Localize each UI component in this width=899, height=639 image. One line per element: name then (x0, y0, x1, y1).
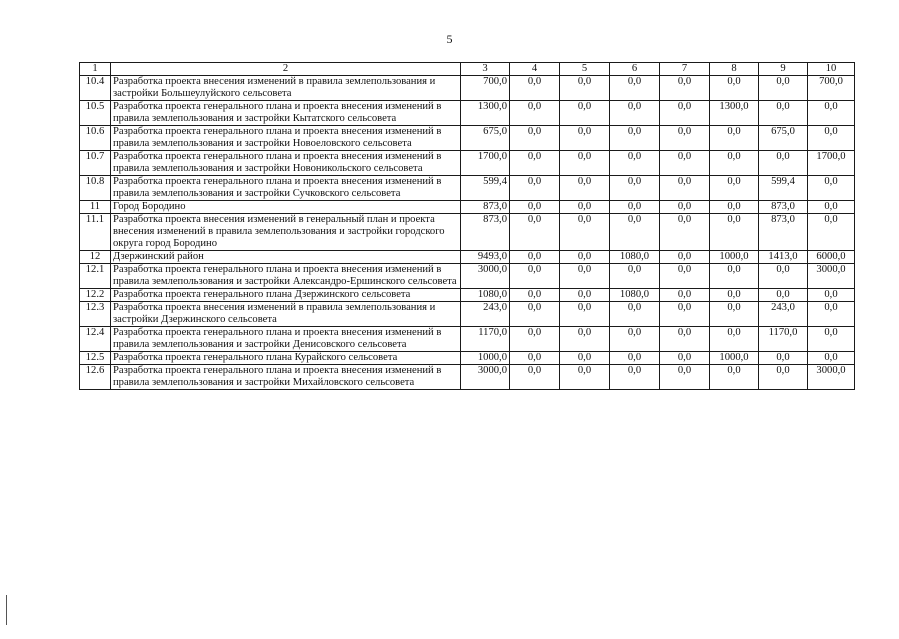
table-row (80, 264, 855, 289)
row-value: 0,0 (510, 365, 560, 390)
row-value: 1080,0 (610, 289, 660, 302)
row-value: 0,0 (710, 327, 759, 352)
row-description: Разработка проекта генерального плана Курайского сельсовета (111, 352, 461, 365)
table-row (80, 352, 855, 365)
row-value: 0,0 (560, 101, 610, 126)
row-value: 0,0 (560, 214, 610, 251)
row-value: 1000,0 (710, 352, 759, 365)
row-value: 0,0 (710, 151, 759, 176)
row-number: 12.6 (80, 365, 111, 390)
row-value: 0,0 (660, 251, 710, 264)
row-value: 1300,0 (710, 101, 759, 126)
row-value: 0,0 (808, 327, 855, 352)
column-header: 7 (660, 63, 710, 76)
row-value: 0,0 (560, 201, 610, 214)
row-value: 0,0 (510, 76, 560, 101)
row-value: 0,0 (808, 101, 855, 126)
row-number: 12.1 (80, 264, 111, 289)
budget-table (79, 62, 855, 390)
table-row (80, 151, 855, 176)
row-total: 3000,0 (461, 264, 510, 289)
row-value: 0,0 (610, 327, 660, 352)
row-value: 0,0 (660, 176, 710, 201)
row-total: 873,0 (461, 201, 510, 214)
column-header: 6 (610, 63, 660, 76)
row-total: 1170,0 (461, 327, 510, 352)
row-value: 0,0 (610, 76, 660, 101)
row-description: Разработка проекта внесения изменений в правила землепользования и застройки Дзержинского сельсовета (111, 302, 461, 327)
row-value: 0,0 (759, 352, 808, 365)
row-value: 0,0 (610, 214, 660, 251)
row-value: 0,0 (610, 365, 660, 390)
column-header: 4 (510, 63, 560, 76)
row-number: 10.5 (80, 101, 111, 126)
row-value: 0,0 (808, 176, 855, 201)
row-value: 0,0 (710, 289, 759, 302)
row-value: 0,0 (660, 302, 710, 327)
row-value: 0,0 (759, 264, 808, 289)
row-value: 243,0 (759, 302, 808, 327)
table-row (80, 76, 855, 101)
row-value: 0,0 (560, 76, 610, 101)
table-row (80, 289, 855, 302)
table-row (80, 176, 855, 201)
table-row (80, 327, 855, 352)
row-value: 0,0 (759, 101, 808, 126)
row-value: 873,0 (759, 214, 808, 251)
row-value: 0,0 (560, 365, 610, 390)
scan-artifact (6, 595, 7, 625)
row-value: 0,0 (808, 352, 855, 365)
row-value: 0,0 (660, 289, 710, 302)
row-value: 1170,0 (759, 327, 808, 352)
row-value: 0,0 (510, 126, 560, 151)
row-value: 0,0 (510, 151, 560, 176)
row-value: 0,0 (560, 151, 610, 176)
row-number: 10.6 (80, 126, 111, 151)
table-body (80, 63, 855, 390)
row-value: 0,0 (510, 101, 560, 126)
row-value: 0,0 (510, 214, 560, 251)
table-row (80, 302, 855, 327)
row-value: 700,0 (808, 76, 855, 101)
table-row (80, 126, 855, 151)
column-header: 8 (710, 63, 759, 76)
column-header: 9 (759, 63, 808, 76)
row-total: 1000,0 (461, 352, 510, 365)
row-total: 1080,0 (461, 289, 510, 302)
column-header: 1 (80, 63, 111, 76)
column-header: 5 (560, 63, 610, 76)
row-value: 0,0 (759, 76, 808, 101)
table-row (80, 251, 855, 264)
row-value: 0,0 (759, 151, 808, 176)
row-value: 0,0 (560, 302, 610, 327)
row-value: 0,0 (610, 201, 660, 214)
row-value: 1413,0 (759, 251, 808, 264)
row-value: 0,0 (610, 176, 660, 201)
row-value: 0,0 (710, 214, 759, 251)
row-total: 9493,0 (461, 251, 510, 264)
row-value: 0,0 (660, 327, 710, 352)
row-value: 0,0 (560, 327, 610, 352)
row-value: 3000,0 (808, 365, 855, 390)
row-number: 10.7 (80, 151, 111, 176)
row-value: 0,0 (560, 264, 610, 289)
row-value: 0,0 (510, 302, 560, 327)
row-value: 0,0 (610, 264, 660, 289)
row-value: 1080,0 (610, 251, 660, 264)
row-value: 0,0 (660, 101, 710, 126)
row-value: 0,0 (610, 151, 660, 176)
row-number: 11.1 (80, 214, 111, 251)
row-value: 0,0 (610, 101, 660, 126)
row-value: 0,0 (660, 214, 710, 251)
row-value: 0,0 (660, 126, 710, 151)
row-value: 0,0 (510, 327, 560, 352)
row-description: Разработка проекта генерального плана Дзержинского сельсовета (111, 289, 461, 302)
row-value: 0,0 (710, 264, 759, 289)
row-value: 0,0 (660, 151, 710, 176)
row-value: 0,0 (560, 126, 610, 151)
row-total: 599,4 (461, 176, 510, 201)
row-value: 0,0 (660, 365, 710, 390)
row-value: 0,0 (808, 201, 855, 214)
row-value: 1700,0 (808, 151, 855, 176)
row-total: 700,0 (461, 76, 510, 101)
row-value: 0,0 (710, 201, 759, 214)
row-total: 873,0 (461, 214, 510, 251)
row-value: 0,0 (510, 289, 560, 302)
row-total: 675,0 (461, 126, 510, 151)
row-value: 0,0 (510, 264, 560, 289)
table-row (80, 214, 855, 251)
row-value: 0,0 (808, 126, 855, 151)
row-description: Разработка проекта генерального плана и проекта внесения изменений в правила землепользования и застройки Новоеловского сельсовета (111, 126, 461, 151)
row-description: Разработка проекта внесения изменений в правила землепользования и застройки Большеулуйского сельсовета (111, 76, 461, 101)
row-number: 12 (80, 251, 111, 264)
row-number: 12.3 (80, 302, 111, 327)
row-value: 0,0 (710, 76, 759, 101)
row-value: 0,0 (510, 251, 560, 264)
row-value: 6000,0 (808, 251, 855, 264)
row-value: 0,0 (610, 302, 660, 327)
row-value: 0,0 (808, 289, 855, 302)
row-value: 1000,0 (710, 251, 759, 264)
row-number: 12.5 (80, 352, 111, 365)
row-value: 0,0 (710, 176, 759, 201)
row-value: 0,0 (610, 352, 660, 365)
row-value: 0,0 (710, 126, 759, 151)
row-value: 675,0 (759, 126, 808, 151)
row-value: 3000,0 (808, 264, 855, 289)
row-value: 0,0 (560, 289, 610, 302)
row-value: 0,0 (759, 289, 808, 302)
table-row (80, 365, 855, 390)
row-value: 0,0 (560, 352, 610, 365)
row-description: Разработка проекта генерального плана и проекта внесения изменений в правила землепользования и застройки Денисовского сельсовета (111, 327, 461, 352)
row-number: 12.4 (80, 327, 111, 352)
column-header: 3 (461, 63, 510, 76)
table-row (80, 101, 855, 126)
row-value: 0,0 (610, 126, 660, 151)
row-total: 3000,0 (461, 365, 510, 390)
row-total: 1300,0 (461, 101, 510, 126)
row-value: 0,0 (710, 302, 759, 327)
page-number: 5 (446, 32, 453, 46)
row-value: 0,0 (759, 365, 808, 390)
row-description: Разработка проекта генерального плана и проекта внесения изменений в правила землепользования и застройки Александро-Ершинского сельсовета (111, 264, 461, 289)
row-value: 0,0 (660, 264, 710, 289)
row-value: 0,0 (510, 176, 560, 201)
row-number: 10.8 (80, 176, 111, 201)
row-value: 599,4 (759, 176, 808, 201)
row-description: Разработка проекта генерального плана и проекта внесения изменений в правила землепользования и застройки Кытатского сельсовета (111, 101, 461, 126)
row-value: 0,0 (510, 201, 560, 214)
row-value: 0,0 (660, 76, 710, 101)
row-description: Разработка проекта генерального плана и проекта внесения изменений в правила землепользования и застройки Новоникольского сельсовета (111, 151, 461, 176)
row-value: 873,0 (759, 201, 808, 214)
table-header-row (80, 63, 855, 76)
column-header: 2 (111, 63, 461, 76)
row-value: 0,0 (560, 251, 610, 264)
row-description: Дзержинский район (111, 251, 461, 264)
row-value: 0,0 (660, 201, 710, 214)
row-number: 10.4 (80, 76, 111, 101)
row-value: 0,0 (510, 352, 560, 365)
row-description: Разработка проекта генерального плана и проекта внесения изменений в правила землепользования и застройки Михайловского сельсовета (111, 365, 461, 390)
row-value: 0,0 (808, 214, 855, 251)
row-value: 0,0 (660, 352, 710, 365)
table-row (80, 201, 855, 214)
row-value: 0,0 (710, 365, 759, 390)
row-description: Разработка проекта внесения изменений в генеральный план и проекта внесения изменений в правила землепользования и застройки городского округа город Бородино (111, 214, 461, 251)
row-total: 243,0 (461, 302, 510, 327)
row-total: 1700,0 (461, 151, 510, 176)
row-value: 0,0 (560, 176, 610, 201)
row-description: Разработка проекта генерального плана и проекта внесения изменений в правила землепользования и застройки Сучковского сельсовета (111, 176, 461, 201)
row-value: 0,0 (808, 302, 855, 327)
row-description: Город Бородино (111, 201, 461, 214)
row-number: 12.2 (80, 289, 111, 302)
column-header: 10 (808, 63, 855, 76)
row-number: 11 (80, 201, 111, 214)
